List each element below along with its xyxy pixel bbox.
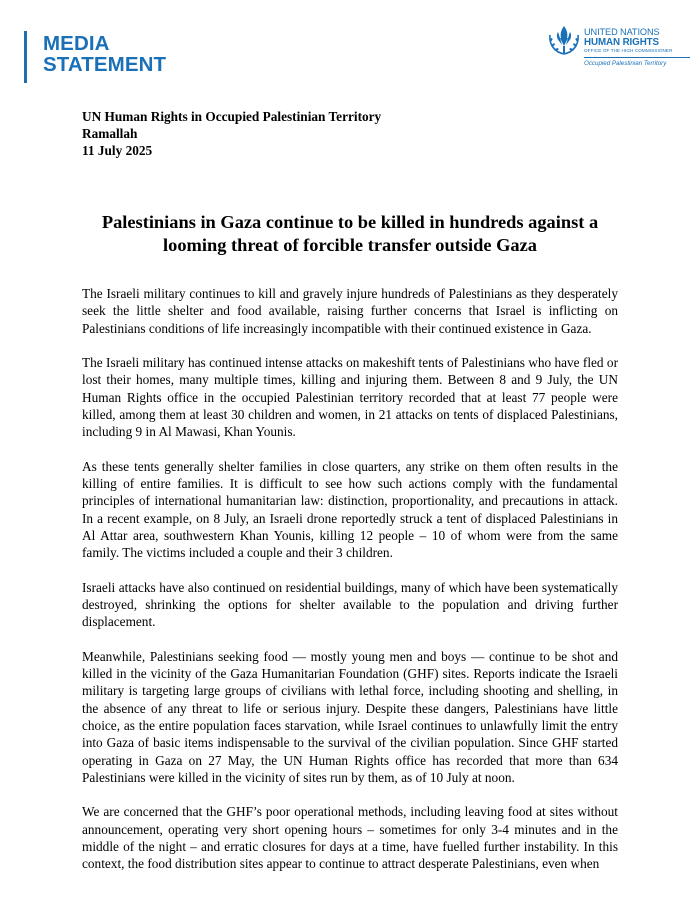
logo-human-rights: HUMAN RIGHTS (584, 37, 659, 48)
media-statement-accent-bar (24, 31, 27, 83)
body-paragraph-4: Israeli attacks have also continued on residential buildings, many of which have been systematically destroyed, shrinking the options for shelter available to the population and driving further displacement. (82, 579, 618, 630)
body-paragraph-2: The Israeli military has continued intense attacks on makeshift tents of Palestinians who have fled or lost their homes, many multiple times, killing and injuring them. Between 8 and 9 July, the UN Human Rights office in the occupied Palestinian territory recorded that at least 77 people were killed, among them at least 30 children and women, in 21 attacks on tents of displaced Palestinians, including 9 in Al Mawasi, Khan Younis. (82, 355, 618, 440)
logo-office-line: OFFICE OF THE HIGH COMMISSIONER (584, 48, 673, 53)
dateline-office: UN Human Rights in Occupied Palestinian Territory (82, 109, 382, 124)
logo-united-nations: UNITED NATIONS (584, 27, 660, 37)
statement-body (82, 285, 618, 890)
statement-title: Palestinians in Gaza continue to be killed in hundreds against a looming threat of forcible transfer outside Gaza (101, 212, 599, 255)
dateline-city: Ramallah (82, 126, 138, 141)
body-paragraph-5: Meanwhile, Palestinians seeking food — mostly young men and boys — continue to be shot and killed in the vicinity of the Gaza Humanitarian Foundation (GHF) sites. Reports indicate the Israeli military is targeting large groups of civilians with lethal force, including shooting and shelling, in the absence of any threat to life or serious injury. Despite these dangers, Palestinians have little choice, as the entire population faces starvation, while Israel continues to unlawfully limit the entry into Gaza of basic items indispensable to the survival of the civilian population. Since GHF started operating in Gaza on 27 May, the UN Human Rights office has recorded that more than 634 Palestinians were killed in the vicinity of sites run by them, as of 10 July at noon. (82, 648, 618, 785)
logo-territory: Occupied Palestinian Territory (584, 60, 667, 67)
body-paragraph-3: As these tents generally shelter families in close quarters, any strike on them often results in the killing of entire families. It is difficult to see how such actions comply with the fundamental principles of international humanitarian law: distinction, proportionality, and precautions in attack. In a recent example, on 8 July, an Israeli drone reportedly struck a tent of displaced Palestinians in Al Attar area, southwestern Khan Younis, killing 12 people – 10 of whom were from the same family. The victims included a couple and their 3 children. (82, 458, 618, 561)
un-emblem-icon (546, 24, 582, 62)
dateline-date: 11 July 2025 (82, 143, 153, 158)
media-statement-line-2: STATEMENT (43, 53, 167, 76)
body-paragraph-6: We are concerned that the GHF’s poor operational methods, including leaving food at sites without announcement, operating very short opening hours – sometimes for only 3-4 minutes and in the middle of the night – and erratic closures for days at a time, have fuelled further instability. In this context, the food distribution sites appear to continue to attract desperate Palestinians, even when (82, 804, 618, 872)
media-statement-label (43, 33, 166, 75)
dateline (82, 108, 381, 159)
media-statement-line-1: MEDIA (43, 32, 110, 55)
logo-text-block (584, 27, 690, 67)
logo-divider (584, 57, 690, 58)
body-paragraph-1: The Israeli military continues to kill and gravely injure hundreds of Palestinians as they desperately seek the little shelter and food available, raising further concerns that Israel is inflicting on Palestinians conditions of life increasingly incompatible with their continued existence in Gaza. (82, 286, 618, 336)
un-human-rights-logo (546, 20, 691, 80)
